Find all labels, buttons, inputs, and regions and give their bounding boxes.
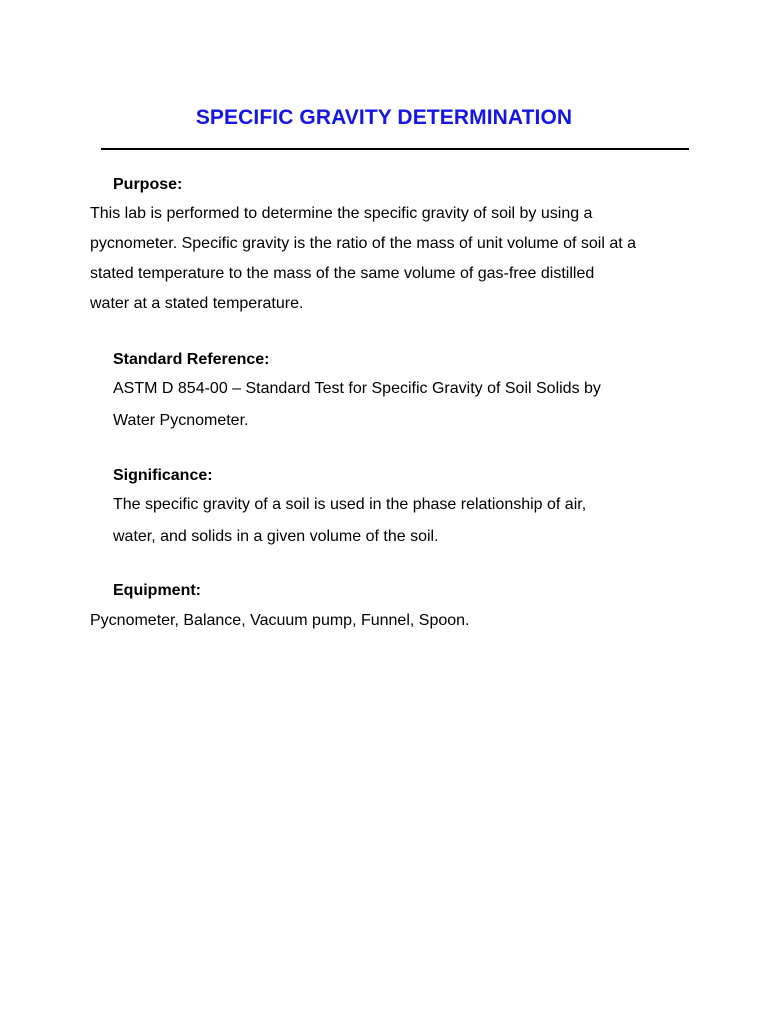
purpose-line: water at a stated temperature. bbox=[90, 295, 304, 312]
purpose-line: pycnometer. Specific gravity is the ratio of the mass of unit volume of soil at a bbox=[90, 235, 637, 252]
significance-line: water, and solids in a given volume of the soil. bbox=[113, 528, 439, 545]
document-title: SPECIFIC GRAVITY DETERMINATION bbox=[195, 106, 573, 129]
title-divider bbox=[101, 148, 689, 150]
equipment-heading: Equipment: bbox=[113, 582, 201, 599]
purpose-line: stated temperature to the mass of the same volume of gas-free distilled bbox=[90, 265, 595, 282]
purpose-heading: Purpose: bbox=[113, 176, 183, 193]
standard-reference-line: Water Pycnometer. bbox=[113, 412, 249, 429]
significance-line: The specific gravity of a soil is used in the phase relationship of air, bbox=[113, 496, 587, 513]
equipment-line: Pycnometer, Balance, Vacuum pump, Funnel, Spoon. bbox=[90, 612, 470, 629]
standard-reference-heading: Standard Reference: bbox=[113, 351, 270, 368]
standard-reference-line: ASTM D 854-00 – Standard Test for Specific Gravity of Soil Solids by bbox=[113, 380, 601, 397]
purpose-line: This lab is performed to determine the specific gravity of soil by using a bbox=[90, 205, 593, 222]
significance-heading: Significance: bbox=[113, 467, 213, 484]
